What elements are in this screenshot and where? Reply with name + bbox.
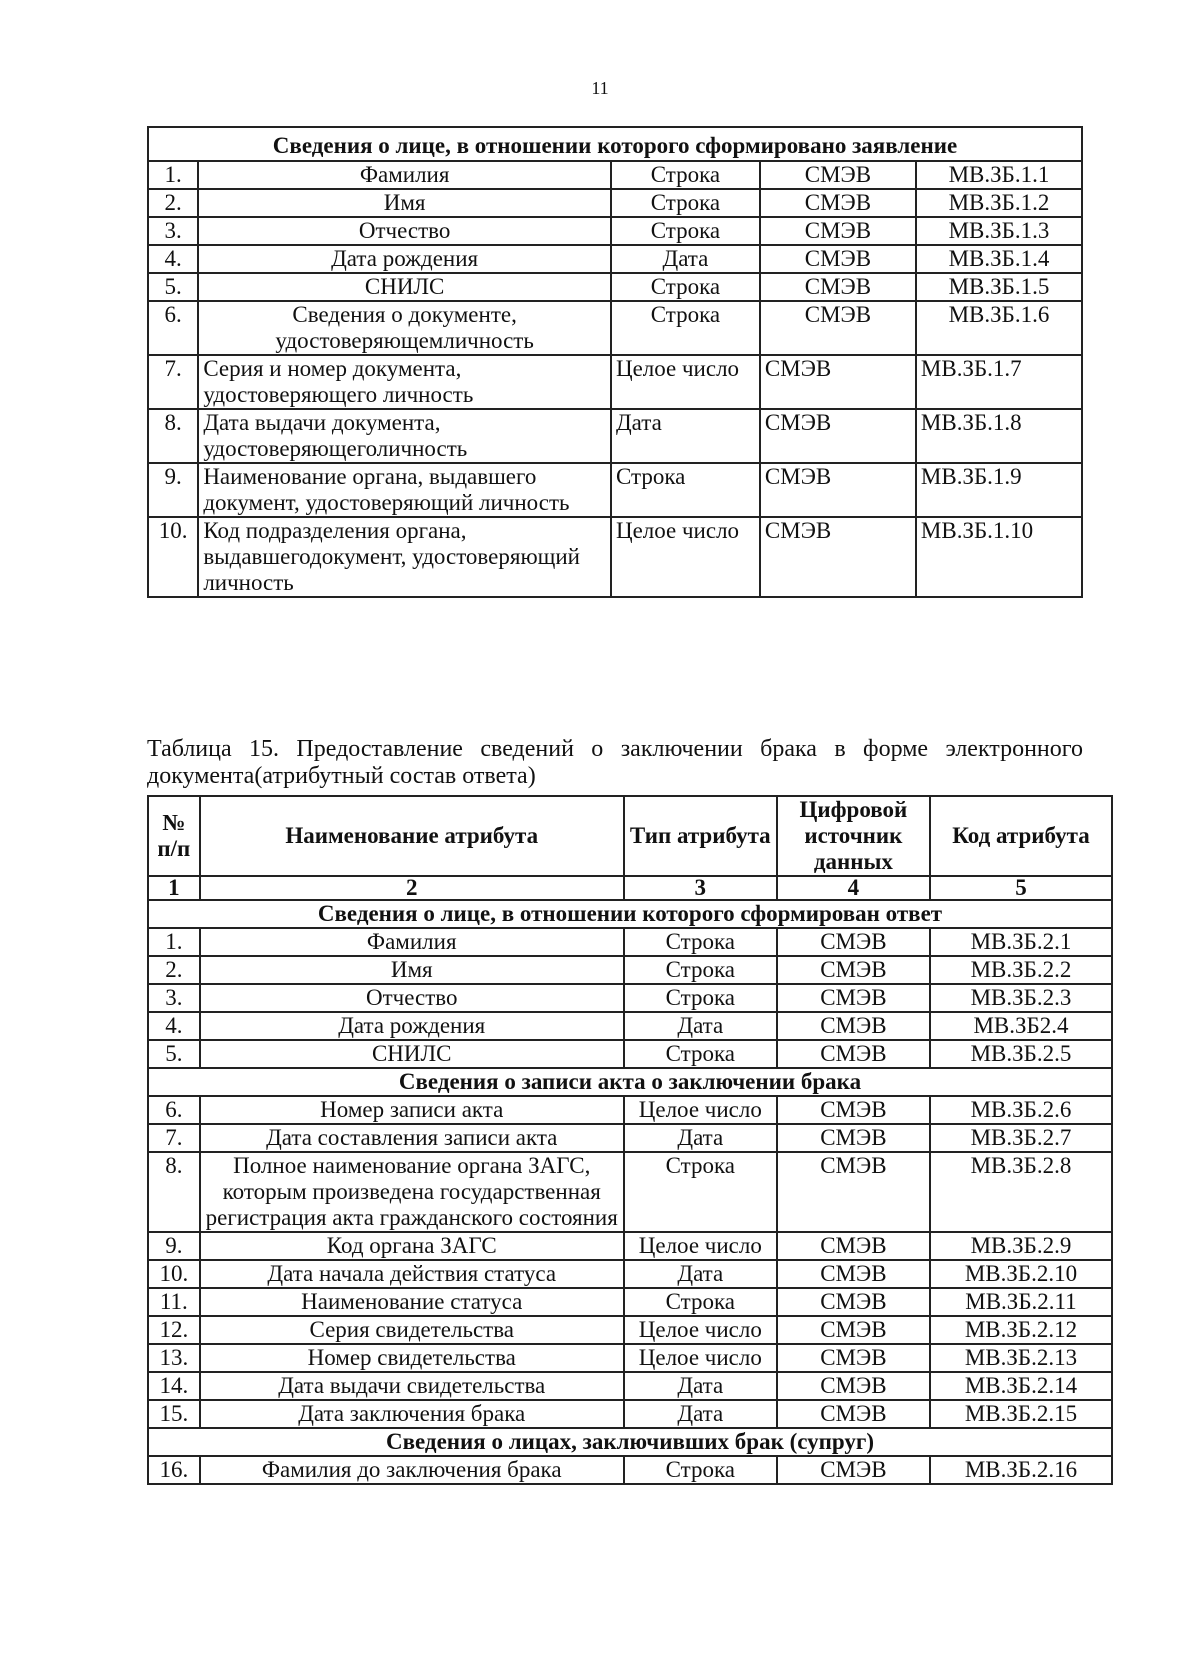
attribute-type: Целое число <box>624 1344 777 1372</box>
attribute-code: МВ.ЗБ.2.5 <box>930 1040 1112 1068</box>
attribute-name: Отчество <box>198 217 611 245</box>
attribute-name: Код подразделения органа, выдавшегодокумент, удостоверяющий личность <box>198 517 611 597</box>
row-number: 6. <box>148 1096 200 1124</box>
column-number: 3 <box>624 876 777 900</box>
attribute-name: Дата составления записи акта <box>200 1124 624 1152</box>
section-title: Сведения о лицах, заключивших брак (супруг) <box>148 1428 1112 1456</box>
attribute-name: Фамилия <box>198 161 611 189</box>
attribute-code: МВ.ЗБ2.4 <box>930 1012 1112 1040</box>
attributes-table-request <box>147 126 1083 598</box>
attribute-code: МВ.ЗБ.1.6 <box>916 301 1082 355</box>
attribute-type: Целое число <box>611 355 760 409</box>
attribute-name: Серия и номер документа, удостоверяющего личность <box>198 355 611 409</box>
attribute-type: Строка <box>611 189 760 217</box>
header-source: Цифровой источник данных <box>777 796 930 876</box>
row-number: 1. <box>148 928 200 956</box>
data-source: СМЭВ <box>777 984 930 1012</box>
data-source: СМЭВ <box>777 1040 930 1068</box>
attribute-name: СНИЛС <box>200 1040 624 1068</box>
attributes-table-response <box>147 795 1113 1485</box>
attribute-name: Имя <box>200 956 624 984</box>
row-number: 9. <box>148 1232 200 1260</box>
table-row <box>148 956 1112 984</box>
table-row <box>148 1260 1112 1288</box>
attribute-code: МВ.ЗБ.2.16 <box>930 1456 1112 1484</box>
row-number: 15. <box>148 1400 200 1428</box>
attribute-name: Дата выдачи свидетельства <box>200 1372 624 1400</box>
data-source: СМЭВ <box>760 273 916 301</box>
row-number: 5. <box>148 273 198 301</box>
attribute-type: Целое число <box>611 517 760 597</box>
row-number: 3. <box>148 984 200 1012</box>
data-source: СМЭВ <box>760 301 916 355</box>
section-row <box>148 1068 1112 1096</box>
attribute-code: МВ.ЗБ.2.14 <box>930 1372 1112 1400</box>
attribute-code: МВ.ЗБ.2.7 <box>930 1124 1112 1152</box>
attribute-name: Номер свидетельства <box>200 1344 624 1372</box>
attribute-name: Имя <box>198 189 611 217</box>
attribute-type: Строка <box>611 161 760 189</box>
table-row <box>148 928 1112 956</box>
attribute-code: МВ.ЗБ.2.12 <box>930 1316 1112 1344</box>
attribute-name: Фамилия до заключения брака <box>200 1456 624 1484</box>
table-row <box>148 984 1112 1012</box>
attribute-code: МВ.ЗБ.2.15 <box>930 1400 1112 1428</box>
attribute-name: Дата заключения брака <box>200 1400 624 1428</box>
attribute-type: Строка <box>624 928 777 956</box>
column-number: 5 <box>930 876 1112 900</box>
column-number: 4 <box>777 876 930 900</box>
attribute-name: Дата рождения <box>198 245 611 273</box>
attribute-code: МВ.ЗБ.1.5 <box>916 273 1082 301</box>
attribute-type: Строка <box>624 1288 777 1316</box>
attribute-type: Целое число <box>624 1232 777 1260</box>
data-source: СМЭВ <box>777 928 930 956</box>
table-row <box>148 355 1082 409</box>
attribute-code: МВ.ЗБ.1.2 <box>916 189 1082 217</box>
header-name: Наименование атрибута <box>200 796 624 876</box>
table-row <box>148 1124 1112 1152</box>
table-row <box>148 245 1082 273</box>
attribute-code: МВ.ЗБ.1.8 <box>916 409 1082 463</box>
data-source: СМЭВ <box>777 1288 930 1316</box>
attribute-code: МВ.ЗБ.2.10 <box>930 1260 1112 1288</box>
data-source: СМЭВ <box>760 409 916 463</box>
column-number-row <box>148 876 1112 900</box>
data-source: СМЭВ <box>760 245 916 273</box>
attribute-code: МВ.ЗБ.2.13 <box>930 1344 1112 1372</box>
attribute-type: Строка <box>624 1152 777 1232</box>
attribute-type: Строка <box>624 1040 777 1068</box>
attribute-name: Фамилия <box>200 928 624 956</box>
attribute-type: Строка <box>611 273 760 301</box>
attribute-name: Отчество <box>200 984 624 1012</box>
section-row <box>148 1428 1112 1456</box>
attribute-code: МВ.ЗБ.2.11 <box>930 1288 1112 1316</box>
attribute-code: МВ.ЗБ.2.1 <box>930 928 1112 956</box>
attribute-type: Строка <box>624 956 777 984</box>
attribute-type: Целое число <box>624 1096 777 1124</box>
data-source: СМЭВ <box>777 1152 930 1232</box>
attribute-code: МВ.ЗБ.2.2 <box>930 956 1112 984</box>
data-source: СМЭВ <box>777 1316 930 1344</box>
data-source: СМЭВ <box>777 1260 930 1288</box>
data-source: СМЭВ <box>760 355 916 409</box>
attribute-name: Дата начала действия статуса <box>200 1260 624 1288</box>
table-row <box>148 161 1082 189</box>
data-source: СМЭВ <box>760 189 916 217</box>
attribute-type: Дата <box>624 1400 777 1428</box>
attribute-code: МВ.ЗБ.1.1 <box>916 161 1082 189</box>
table-row <box>148 217 1082 245</box>
table-row <box>148 1096 1112 1124</box>
table-row <box>148 1372 1112 1400</box>
row-number: 7. <box>148 355 198 409</box>
table-row <box>148 1456 1112 1484</box>
row-number: 5. <box>148 1040 200 1068</box>
section-row <box>148 900 1112 928</box>
attribute-name: Полное наименование органа ЗАГС, которым произведена государственная регистрация акта гражданского состояния <box>200 1152 624 1232</box>
attribute-name: Код органа ЗАГС <box>200 1232 624 1260</box>
data-source: СМЭВ <box>760 463 916 517</box>
attribute-code: МВ.ЗБ.1.7 <box>916 355 1082 409</box>
row-number: 11. <box>148 1288 200 1316</box>
table1-body <box>148 127 1082 597</box>
table-caption: Таблица 15. Предоставление сведений о заключении брака в форме электронного документа(атрибутный состав ответа) <box>147 736 1083 789</box>
attribute-type: Дата <box>624 1260 777 1288</box>
data-source: СМЭВ <box>777 1400 930 1428</box>
data-source: СМЭВ <box>777 956 930 984</box>
attribute-name: Серия свидетельства <box>200 1316 624 1344</box>
data-source: СМЭВ <box>777 1344 930 1372</box>
row-number: 4. <box>148 245 198 273</box>
table-row <box>148 1152 1112 1232</box>
data-source: СМЭВ <box>777 1096 930 1124</box>
attribute-code: МВ.ЗБ.2.8 <box>930 1152 1112 1232</box>
attribute-type: Строка <box>624 1456 777 1484</box>
data-source: СМЭВ <box>777 1012 930 1040</box>
table-row <box>148 189 1082 217</box>
data-source: СМЭВ <box>777 1456 930 1484</box>
attribute-type: Дата <box>624 1372 777 1400</box>
row-number: 7. <box>148 1124 200 1152</box>
attribute-code: МВ.ЗБ.1.10 <box>916 517 1082 597</box>
table-row <box>148 409 1082 463</box>
row-number: 8. <box>148 409 198 463</box>
row-number: 13. <box>148 1344 200 1372</box>
attribute-name: Наименование статуса <box>200 1288 624 1316</box>
row-number: 4. <box>148 1012 200 1040</box>
attribute-code: МВ.ЗБ.1.4 <box>916 245 1082 273</box>
data-source: СМЭВ <box>777 1372 930 1400</box>
attribute-type: Строка <box>611 217 760 245</box>
data-source: СМЭВ <box>760 161 916 189</box>
table-row <box>148 463 1082 517</box>
attribute-code: МВ.ЗБ.2.6 <box>930 1096 1112 1124</box>
table-row <box>148 517 1082 597</box>
table-row <box>148 301 1082 355</box>
table-row <box>148 1344 1112 1372</box>
attribute-name: Сведения о документе, удостоверяющемличность <box>198 301 611 355</box>
column-number: 1 <box>148 876 200 900</box>
header-type: Тип атрибута <box>624 796 777 876</box>
attribute-code: МВ.ЗБ.2.9 <box>930 1232 1112 1260</box>
attribute-code: МВ.ЗБ.1.9 <box>916 463 1082 517</box>
table-row <box>148 1288 1112 1316</box>
header-number: № п/п <box>148 796 200 876</box>
section-title: Сведения о лице, в отношении которого сформировано заявление <box>148 127 1082 161</box>
section-title: Сведения о записи акта о заключении брака <box>148 1068 1112 1096</box>
attribute-type: Дата <box>624 1012 777 1040</box>
table2-body <box>148 796 1112 1484</box>
row-number: 12. <box>148 1316 200 1344</box>
data-source: СМЭВ <box>760 217 916 245</box>
attribute-type: Дата <box>611 245 760 273</box>
attribute-type: Целое число <box>624 1316 777 1344</box>
attribute-type: Дата <box>611 409 760 463</box>
row-number: 3. <box>148 217 198 245</box>
attribute-code: МВ.ЗБ.1.3 <box>916 217 1082 245</box>
row-number: 2. <box>148 956 200 984</box>
attribute-name: СНИЛС <box>198 273 611 301</box>
header-row <box>148 796 1112 876</box>
data-source: СМЭВ <box>760 517 916 597</box>
page-number: 11 <box>591 78 609 98</box>
section-title: Сведения о лице, в отношении которого сформирован ответ <box>148 900 1112 928</box>
data-source: СМЭВ <box>777 1232 930 1260</box>
row-number: 10. <box>148 517 198 597</box>
column-number: 2 <box>200 876 624 900</box>
attribute-type: Строка <box>624 984 777 1012</box>
data-source: СМЭВ <box>777 1124 930 1152</box>
attribute-name: Дата рождения <box>200 1012 624 1040</box>
row-number: 9. <box>148 463 198 517</box>
attribute-name: Дата выдачи документа, удостоверяющеголичность <box>198 409 611 463</box>
attribute-name: Номер записи акта <box>200 1096 624 1124</box>
attribute-type: Строка <box>611 301 760 355</box>
attribute-type: Дата <box>624 1124 777 1152</box>
attribute-code: МВ.ЗБ.2.3 <box>930 984 1112 1012</box>
table-row <box>148 1232 1112 1260</box>
row-number: 6. <box>148 301 198 355</box>
row-number: 2. <box>148 189 198 217</box>
row-number: 1. <box>148 161 198 189</box>
table-row <box>148 273 1082 301</box>
attribute-name: Наименование органа, выдавшего документ, удостоверяющий личность <box>198 463 611 517</box>
attribute-type: Строка <box>611 463 760 517</box>
row-number: 8. <box>148 1152 200 1232</box>
table-row <box>148 1012 1112 1040</box>
row-number: 10. <box>148 1260 200 1288</box>
table1-section-row <box>148 127 1082 161</box>
header-code: Код атрибута <box>930 796 1112 876</box>
table-row <box>148 1040 1112 1068</box>
row-number: 14. <box>148 1372 200 1400</box>
table-row <box>148 1400 1112 1428</box>
row-number: 16. <box>148 1456 200 1484</box>
table-row <box>148 1316 1112 1344</box>
